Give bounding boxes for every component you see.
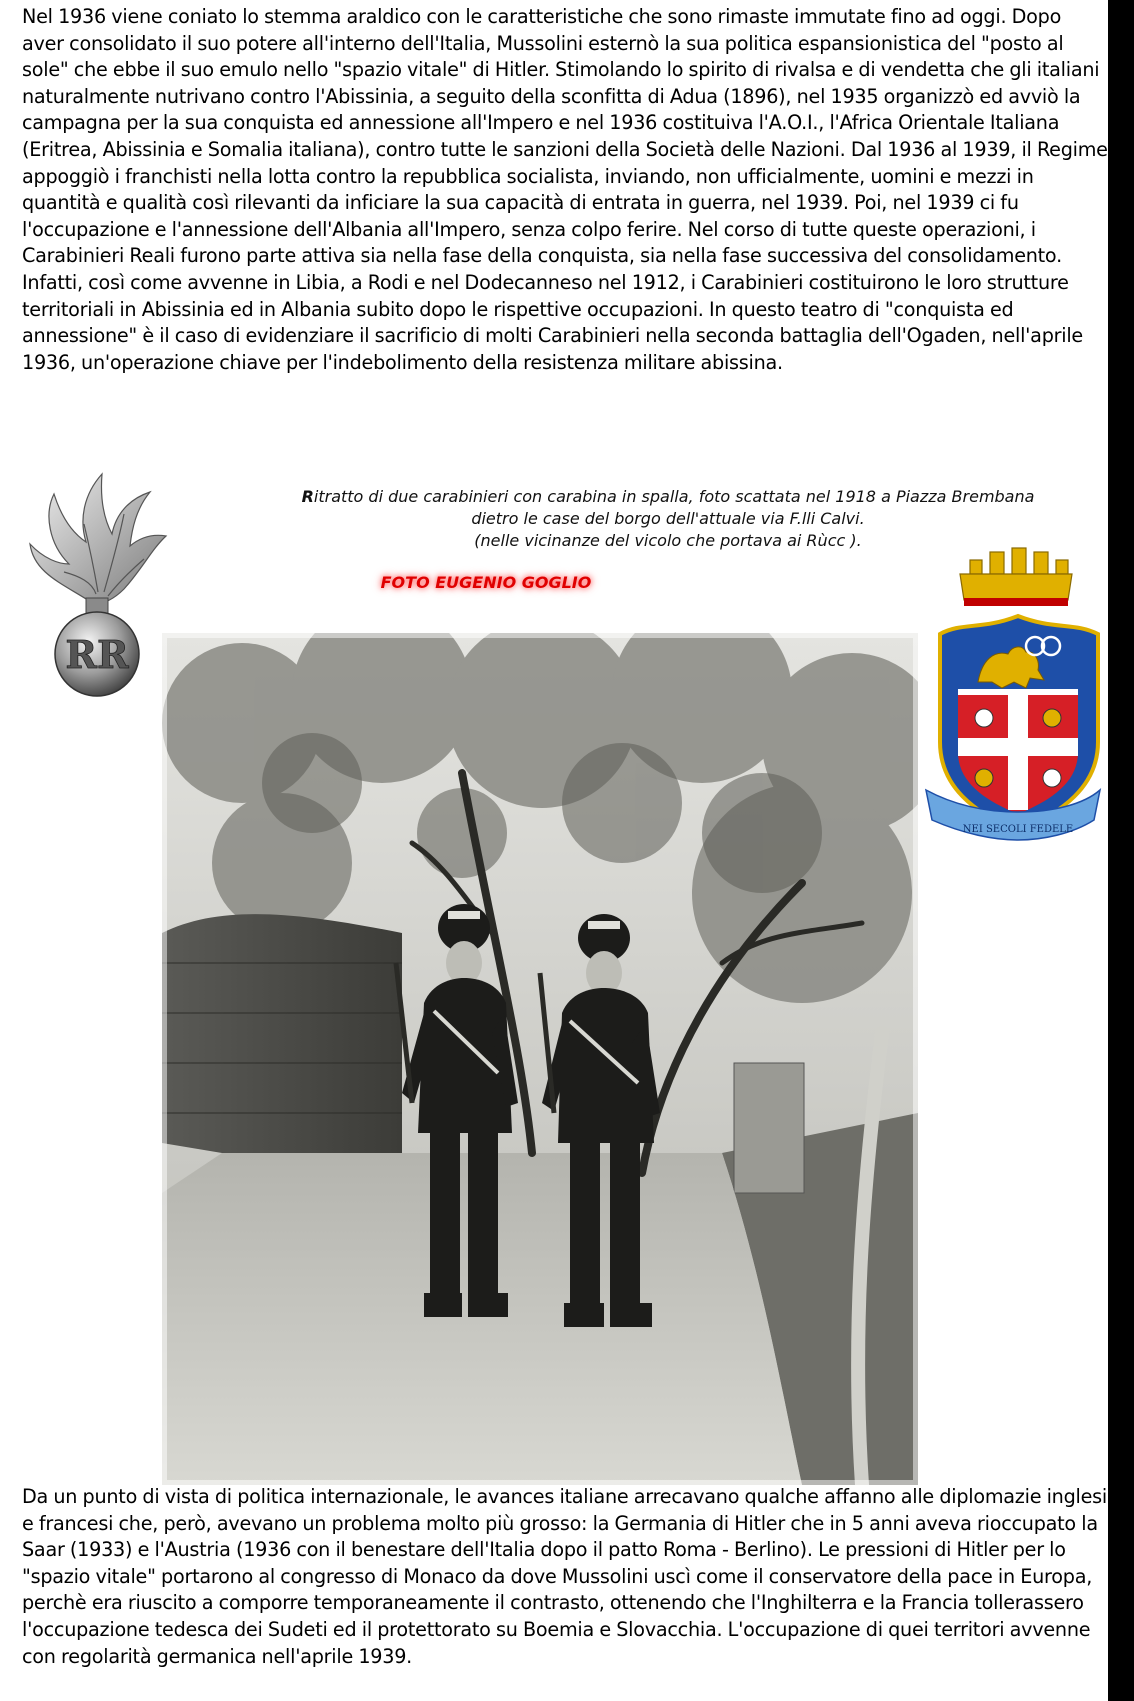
paragraph-history-1936: Nel 1936 viene coniato lo stemma araldico con le caratteristiche che sono rimaste immutate fino ad oggi. Dopo aver consolidato il suo potere all'interno dell'Italia, Mussolini esternò la sua politica espansionistica del "posto al sole" che ebbe il suo emulo nello "spazio vitale" di Hitler. Stimolando lo spirito di rivalsa e di vendetta che gli italiani naturalmente nutrivano contro l'Abissinia, a seguito della sconfitta di Adua (1896), nel 1935 organizzò ed avviò la campagna per la sua conquista ed annessione all'Impero e nel 1936 costituiva l'A.O.I., l'Africa Orientale Italiana (Eritrea, Abissinia e Somalia italiana), contro tutte le sanzioni della Società delle Nazioni. Dal 1936 al 1939, il Regime appoggiò i franchisti nella lotta contro la repubblica socialista, inviando, non ufficialmente, uomini e mezzi in quantità e qualità così rilevanti da inficiare la sua capacità di entrata in guerra, nel 1939. Poi, nel 1939 ci fu l'occupazione e l'annessione dell'Albania all'Impero, senza colpo ferire. Nel corso di tutte queste operazioni, i Carabinieri Reali furono parte attiva sia nella fase della conquista, sia nella fase successiva del consolidamento. Infatti, così come avvenne in Libia, a Rodi e nel Dodecanneso nel 1912, i Carabinieri costituirono le loro strutture territoriali in Abissinia ed in Albania subito dopo le rispettive occupazioni. In questo teatro di "conquista ed annessione" è il caso di evidenziare il sacrificio di molti Carabinieri nella seconda battaglia dell'Ogaden, nell'aprile 1936, un'operazione chiave per l'indebolimento della resistenza militare abissina.: [22, 5, 1108, 374]
badge-monogram: RR: [65, 632, 129, 677]
coat-of-arms-icon: [922, 542, 1104, 868]
caption-line-2: dietro le case del borgo dell'attuale via F.lli Calvi.: [471, 509, 865, 528]
flame-grenade-icon: [24, 464, 170, 698]
historic-photo-two-carabinieri: [162, 633, 918, 1485]
crest-motto: NEI SECOLI FEDELE: [962, 824, 1074, 835]
carabinieri-flame-badge-image: [24, 464, 170, 698]
caption-initial: R: [301, 487, 314, 506]
photo-credit: FOTO EUGENIO GOGLIO: [380, 573, 592, 592]
paragraph-international-politics: Da un punto di vista di politica internazionale, le avances italiane arrecavano qualche affanno alle diplomazie inglesi e francesi che, però, avevano un problema molto più grosso: la Germania di Hitler che in 5 anni aveva rioccupato la Saar (1933) e l'Austria (1936 con il benestare dell'Italia dopo il patto Roma - Berlino). Le pressioni di Hitler per lo "spazio vitale" portarono al congresso di Monaco da dove Mussolini uscì come il conservatore della pace in Europa, perchè era riuscito a comporre temporaneamente il contrasto, ottenendo che l'Inghilterra e la Francia tollerassero l'occupazione tedesca dei Sudeti ed il protettorato su Boemia e Slovacchia. L'occupazione di quei territori avvenne con regolarità germanica nell'aprile 1939.: [22, 1485, 1107, 1668]
caption-line-1-text: itratto di due carabinieri con carabina in spalla, foto scattata nel 1918 a Piazza Brembana: [313, 487, 1035, 506]
caption-line-3: (nelle vicinanze del vicolo che portava ai Rùcc ).: [474, 531, 862, 550]
carabinieri-coat-of-arms-image: [922, 542, 1104, 868]
caption-line-1: [248, 486, 1088, 508]
mural-crown-icon: [960, 548, 1072, 600]
